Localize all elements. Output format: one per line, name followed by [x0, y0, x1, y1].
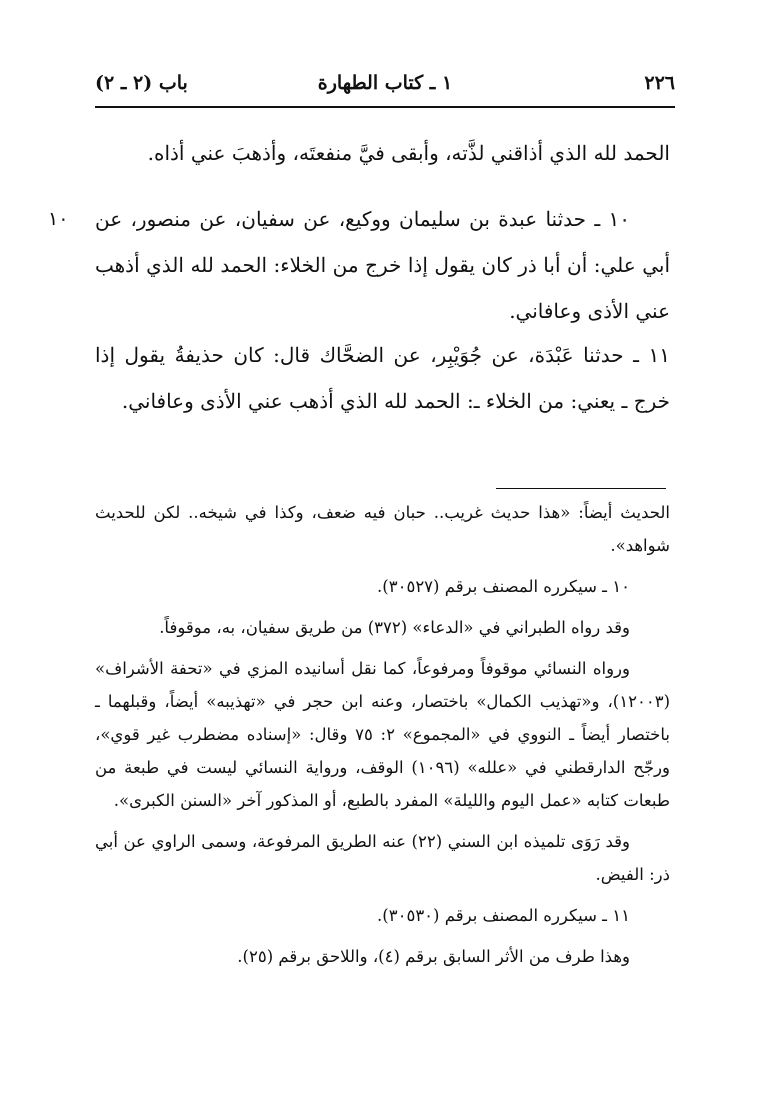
footnotes-section [95, 496, 670, 981]
header-divider [95, 106, 675, 108]
book-title: ١ ـ كتاب الطهارة [317, 72, 453, 94]
footnote-10-tabarani: وقد رواه الطبراني في «الدعاء» (٣٧٢) من طريق سفيان، به، موقوفاً. [159, 618, 630, 637]
footnote-10: ١٠ ـ سيكرره المصنف برقم (٣٠٥٢٧). [377, 577, 630, 596]
main-paragraph-1: الحمد لله الذي أذاقني لذَّته، وأبقى فيَّ منفعتَه، وأذهبَ عني أذاه. [147, 141, 670, 165]
footnote-10-nasai: ورواه النسائي موقوفاً ومرفوعاً، كما نقل أسانيده المزي في «تحفة الأشراف» (١٢٠٠٣)، و«تهذيب الكمال» باختصار، وعنه ابن حجر في «تهذيبه» أيضاً، وقبلهما ـ باختصار أيضاً ـ النووي في «المجموع» ٢: ٧٥ وقال: «إسناده مضطرب غير قوي»، ورجّح الدارقطني في «علله» (١٠٩٦) الوقف، ورواية النسائي ليست في طبعة من طبعات كتابه «عمل اليوم والليلة» المفرد بالطبع، أو المذكور آخر «السنن الكبرى». [95, 659, 670, 810]
margin-line-number: ١٠ [48, 208, 69, 230]
running-header [95, 72, 675, 102]
main-paragraph-hadith-10: ١٠ ـ حدثنا عبدة بن سليمان ووكيع، عن سفيان، عن منصور، عن أبي علي: أن أبا ذر كان يقول إذا خرج من الخلاء: الحمد لله الذي أذهب عني الأذى وعافاني. [95, 207, 670, 323]
footnote-divider [496, 488, 666, 489]
main-paragraph-hadith-11: ١١ ـ حدثنا عَبْدَة، عن جُوَيْبِر، عن الضحَّاك قال: كان حذيفةُ يقول إذا خرج ـ يعني: من الخلاء ـ: الحمد لله الذي أذهب عني الأذى وعافاني. [95, 343, 670, 413]
footnote-10-ibn-sunni: وقد رَوَى تلميذه ابن السني (٢٢) عنه الطريق المرفوعة، وسمى الراوي عن أبي ذر: الفيض. [95, 832, 670, 884]
footnote-continuation: الحديث أيضاً: «هذا حديث غريب.. حبان فيه ضعف، وكذا في شيخه.. لكن للحديث شواهد». [95, 503, 670, 555]
footnote-11-cross-ref: وهذا طرف من الأثر السابق برقم (٤)، واللاحق برقم (٢٥). [237, 947, 630, 966]
page-number: ٢٢٦ [644, 72, 675, 94]
footnote-11: ١١ ـ سيكرره المصنف برقم (٣٠٥٣٠). [377, 906, 630, 925]
chapter-reference: باب (٢ ـ ٢) [95, 72, 188, 94]
